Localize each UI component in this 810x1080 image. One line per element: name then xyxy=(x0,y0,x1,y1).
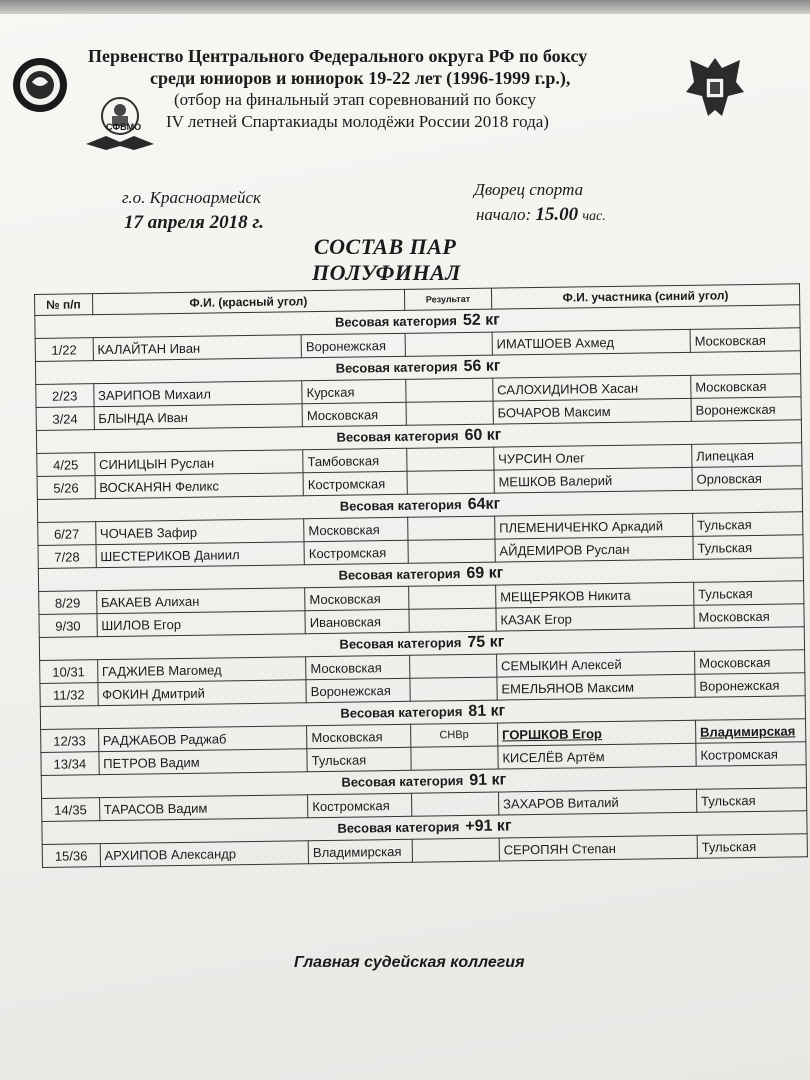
start-time-value: 15.00 xyxy=(535,204,579,225)
bout-result xyxy=(410,677,497,701)
blue-corner-name: СЕРОПЯН Степан xyxy=(499,835,697,861)
blue-corner-region: Тульская xyxy=(693,581,803,606)
blue-corner-region: Тульская xyxy=(697,834,807,859)
red-corner-name: ШИЛОВ Егор xyxy=(97,611,306,637)
blue-corner-region: Московская xyxy=(691,374,801,399)
blue-corner-name: БОЧАРОВ Максим xyxy=(493,398,691,424)
pairs-table xyxy=(34,283,808,868)
red-corner-name: ПЕТРОВ Вадим xyxy=(99,749,308,775)
bout-result xyxy=(409,608,496,632)
blue-corner-name: ЕМЕЛЬЯНОВ Максим xyxy=(497,674,695,700)
blue-corner-region: Тульская xyxy=(696,788,806,813)
red-corner-region: Костромская xyxy=(304,540,408,564)
red-corner-name: СИНИЦЫН Руслан xyxy=(94,450,303,476)
weight-category-label: Весовая категория xyxy=(339,635,462,652)
bout-number: 13/34 xyxy=(41,752,99,776)
federation-seal-icon xyxy=(12,52,68,118)
venue-hall: Дворец спорта xyxy=(474,180,584,199)
blue-corner-name: КИСЕЛЁВ Артём xyxy=(498,743,696,769)
bout-result xyxy=(409,585,496,609)
bout-result: СНВр xyxy=(410,723,497,747)
bout-number: 5/26 xyxy=(37,476,95,500)
bout-number: 11/32 xyxy=(40,683,98,707)
red-corner-region: Тульская xyxy=(307,747,411,771)
red-corner-name: ФОКИН Дмитрий xyxy=(98,680,307,706)
red-corner-region: Московская xyxy=(304,517,408,541)
bout-result xyxy=(411,792,498,816)
bout-number: 1/22 xyxy=(35,338,93,362)
red-corner-name: ВОСКАНЯН Феликс xyxy=(95,473,304,499)
weight-category-value: 69 кг xyxy=(466,564,504,582)
weight-category-label: Весовая категория xyxy=(337,819,460,836)
weight-category-value: 60 кг xyxy=(464,426,502,445)
blue-corner-region: Московская xyxy=(694,604,804,629)
bout-number: 4/25 xyxy=(37,453,95,477)
red-corner-region: Московская xyxy=(302,402,406,426)
col-result-header: Результат xyxy=(404,288,491,310)
red-corner-name: ШЕСТЕРИКОВ Даниил xyxy=(96,542,305,568)
col-red-header: Ф.И. (красный угол) xyxy=(92,289,405,314)
red-corner-name: РАДЖАБОВ Раджаб xyxy=(98,726,307,752)
blue-corner-region: Воронежская xyxy=(691,397,801,422)
bout-result xyxy=(406,401,493,425)
red-corner-name: ЗАРИПОВ Михаил xyxy=(93,381,302,407)
blue-corner-name: ЗАХАРОВ Виталий xyxy=(498,789,696,815)
weight-category-value: 64кг xyxy=(467,495,501,513)
header-line-3: (отбор на финальный этап соревнований по боксу xyxy=(174,90,537,109)
red-corner-name: БЛЫНДА Иван xyxy=(94,404,303,430)
header-line-1: Первенство Центрального Федерального округа РФ по боксу xyxy=(88,46,588,66)
weight-category-value: 52 кг xyxy=(462,311,500,330)
red-corner-name: ТАРАСОВ Вадим xyxy=(99,795,308,821)
weight-category-value: 81 кг xyxy=(468,702,506,720)
red-corner-region: Московская xyxy=(305,586,409,610)
bout-result xyxy=(408,539,495,563)
red-corner-region: Тамбовская xyxy=(303,448,407,472)
weight-category-value: 75 кг xyxy=(467,633,505,651)
bout-number: 6/27 xyxy=(38,522,96,546)
photo-edge xyxy=(0,0,810,14)
venue-city: г.о. Красноармейск xyxy=(122,188,261,207)
bout-result xyxy=(405,332,492,356)
start-time xyxy=(476,204,606,226)
bout-number: 7/28 xyxy=(38,545,96,569)
title-line-2: ПОЛУФИНАЛ xyxy=(312,260,461,285)
red-corner-region: Владимирская xyxy=(308,839,412,863)
bout-result xyxy=(408,516,495,540)
red-corner-name: ГАДЖИЕВ Магомед xyxy=(97,657,306,683)
blue-corner-name: МЕЩЕРЯКОВ Никита xyxy=(495,582,693,608)
blue-corner-region: Воронежская xyxy=(695,673,805,698)
blue-corner-name: ЧУРСИН Олег xyxy=(494,444,692,470)
blue-corner-name: МЕШКОВ Валерий xyxy=(494,467,692,493)
blue-corner-name: СЕМЫКИН Алексей xyxy=(496,651,694,677)
blue-corner-name: ПЛЕМЕНИЧЕНКО Аркадий xyxy=(495,513,693,539)
blue-corner-name: АЙДЕМИРОВ Руслан xyxy=(495,536,693,562)
weight-category-label: Весовая категория xyxy=(338,566,461,583)
blue-corner-region: Тульская xyxy=(693,535,803,560)
start-label: начало: xyxy=(476,205,532,224)
red-corner-region: Воронежская xyxy=(306,678,410,702)
blue-corner-name: КАЗАК Егор xyxy=(496,605,694,631)
bout-number: 12/33 xyxy=(41,729,99,753)
weight-category-label: Весовая категория xyxy=(341,773,464,790)
bout-result xyxy=(412,838,499,862)
blue-corner-region: Орловская xyxy=(692,466,802,491)
red-corner-region: Курская xyxy=(302,379,406,403)
col-num-header: № п/п xyxy=(35,294,93,316)
bout-result xyxy=(411,746,498,770)
red-corner-region: Московская xyxy=(307,724,411,748)
event-date: 17 апреля 2018 г. xyxy=(124,212,264,233)
red-corner-region: Костромская xyxy=(308,793,412,817)
blue-corner-region: Липецкая xyxy=(692,443,802,468)
bout-number: 10/31 xyxy=(40,660,98,684)
blue-corner-name: ИМАТШОЕВ Ахмед xyxy=(492,329,690,355)
blue-corner-region: Московская xyxy=(694,650,804,675)
title-line-1: СОСТАВ ПАР xyxy=(314,234,457,259)
red-corner-name: КАЛАЙТАН Иван xyxy=(93,335,302,361)
blue-corner-region: Тульская xyxy=(693,512,803,537)
blue-corner-name: ГОРШКОВ Егор xyxy=(497,720,695,746)
weight-category-value: 91 кг xyxy=(469,771,507,789)
footer-signature: Главная судейская коллегия xyxy=(294,954,525,971)
header-line-2: среди юниоров и юниорок 19-22 лет (1996-1999 г.р.), xyxy=(150,68,571,88)
weight-category-label: Весовая категория xyxy=(336,428,459,445)
eagle-emblem-icon xyxy=(682,52,748,124)
red-corner-name: ЧОЧАЕВ Зафир xyxy=(95,519,304,545)
bout-number: 8/29 xyxy=(39,591,97,615)
bout-result xyxy=(406,378,493,402)
bout-number: 9/30 xyxy=(39,614,97,638)
sfbmo-logo-text: СФБМО xyxy=(106,122,142,132)
weight-category-value: +91 кг xyxy=(465,817,512,836)
red-corner-region: Костромская xyxy=(303,471,407,495)
pairs-table-body xyxy=(35,305,808,868)
blue-corner-region: Московская xyxy=(690,328,800,353)
blue-corner-name: САЛОХИДИНОВ Хасан xyxy=(493,375,691,401)
red-corner-region: Московская xyxy=(306,655,410,679)
bout-number: 3/24 xyxy=(36,407,94,431)
weight-category-label: Весовая категория xyxy=(335,359,458,376)
bout-result xyxy=(407,470,494,494)
header-line-4: IV летней Спартакиады молодёжи России 2018 года) xyxy=(166,112,549,131)
bout-number: 2/23 xyxy=(36,384,94,408)
red-corner-name: БАКАЕВ Алихан xyxy=(96,588,305,614)
start-unit: час. xyxy=(582,209,606,224)
red-corner-name: АРХИПОВ Александр xyxy=(100,841,309,867)
blue-corner-region: Костромская xyxy=(696,742,806,767)
bout-result xyxy=(407,447,494,471)
blue-corner-region: Владимирская xyxy=(695,719,805,744)
col-blue-header: Ф.И. участника (синий угол) xyxy=(491,284,799,309)
bout-result xyxy=(409,654,496,678)
weight-category-label: Весовая категория xyxy=(340,704,463,721)
red-corner-region: Воронежская xyxy=(301,333,405,357)
weight-category-label: Весовая категория xyxy=(339,497,462,514)
red-corner-region: Ивановская xyxy=(305,609,409,633)
weight-category-value: 56 кг xyxy=(463,357,501,376)
bout-number: 14/35 xyxy=(42,798,100,822)
weight-category-label: Весовая категория xyxy=(334,313,458,330)
bout-number: 15/36 xyxy=(42,844,100,868)
